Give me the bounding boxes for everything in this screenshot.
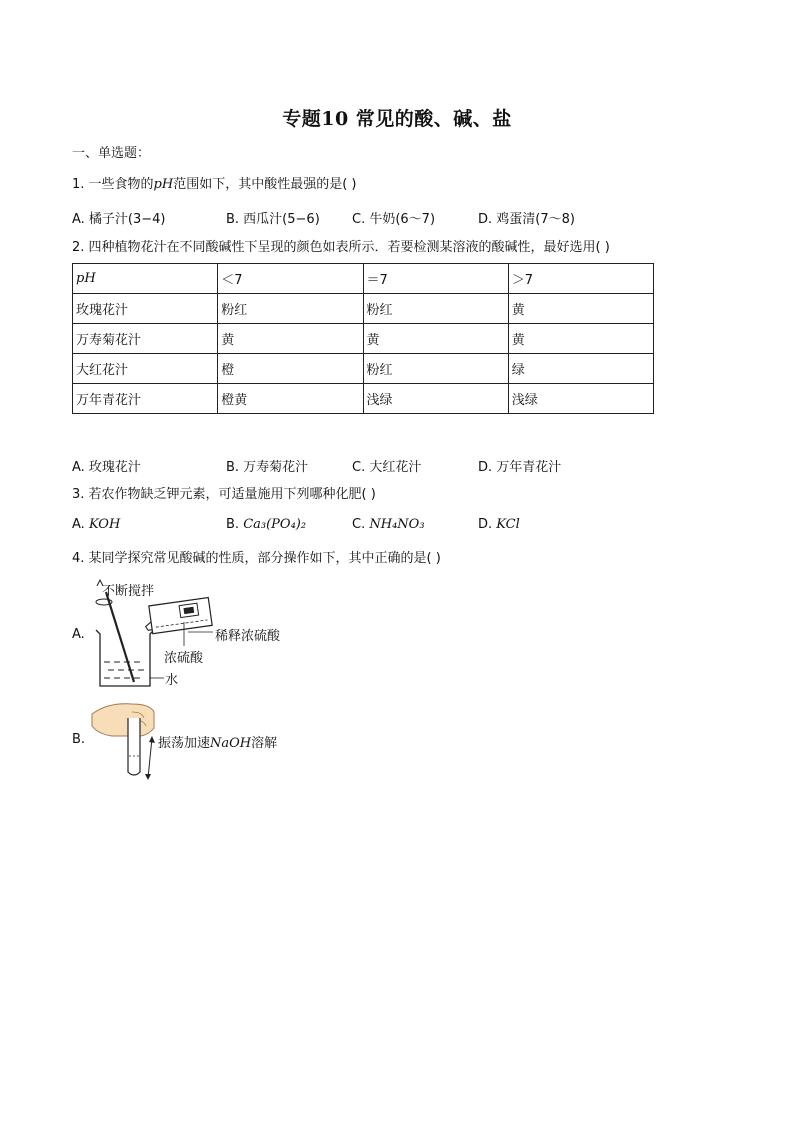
table-row bbox=[73, 294, 654, 324]
label-acid: 浓硫酸 bbox=[164, 651, 204, 666]
q3-option-a: A. KOH bbox=[72, 517, 121, 532]
table-cell: 大红花汁 bbox=[73, 354, 218, 384]
table-cell: 粉红 bbox=[363, 354, 508, 384]
label-shake: 振荡加速NaOH溶解 bbox=[158, 736, 278, 751]
q4-stem: 4. 某同学探究常见酸碱的性质，部分操作如下，其中正确的是( ) bbox=[72, 551, 441, 566]
table-cell: 粉红 bbox=[363, 294, 508, 324]
table-cell: 浅绿 bbox=[363, 384, 508, 414]
table-row bbox=[73, 324, 654, 354]
q2-option-c: C. 大红花汁 bbox=[352, 460, 422, 475]
q3-option-b: B. Ca₃(PO₄)₂ bbox=[226, 517, 307, 532]
ph-color-table bbox=[72, 263, 654, 414]
page-title: 专题10 常见的酸、碱、盐 bbox=[282, 108, 512, 130]
table-cell: 万年青花汁 bbox=[73, 384, 218, 414]
q1-option-a: A. 橘子汁(3−4) bbox=[72, 212, 166, 227]
label-dilute: 稀释浓硫酸 bbox=[215, 629, 281, 644]
table-cell: 黄 bbox=[508, 294, 653, 324]
section-heading: 一、单选题： bbox=[72, 146, 151, 161]
table-cell: 橙 bbox=[218, 354, 363, 384]
q2-stem: 2. 四种植物花汁在不同酸碱性下呈现的颜色如表所示．若要检测某溶液的酸碱性，最好选用( ) bbox=[72, 240, 610, 255]
q1-stem: 1. 一些食物的pH范围如下，其中酸性最强的是( ) bbox=[72, 177, 357, 192]
table-cell: 万寿菊花汁 bbox=[73, 324, 218, 354]
q2-option-a: A. 玫瑰花汁 bbox=[72, 460, 141, 475]
table-cell: 浅绿 bbox=[508, 384, 653, 414]
table-cell: 黄 bbox=[508, 324, 653, 354]
q2-option-b: B. 万寿菊花汁 bbox=[226, 460, 309, 475]
q3-option-d: D. KCl bbox=[478, 517, 520, 532]
q3-stem: 3. 若农作物缺乏钾元素，可适量施用下列哪种化肥( ) bbox=[72, 487, 376, 502]
table-cell: 玫瑰花汁 bbox=[73, 294, 218, 324]
table-row bbox=[73, 354, 654, 384]
label-water: 水 bbox=[165, 673, 179, 688]
table-cell: 粉红 bbox=[218, 294, 363, 324]
q1-option-d: D. 鸡蛋清(7～8) bbox=[478, 212, 575, 227]
table-cell: pH bbox=[73, 264, 218, 294]
shaking-test-tube-diagram bbox=[88, 698, 168, 782]
table-cell: 橙黄 bbox=[218, 384, 363, 414]
q2-option-d: D. 万年青花汁 bbox=[478, 460, 562, 475]
q4-option-a-letter: A. bbox=[72, 627, 85, 642]
q4-option-b-letter: B. bbox=[72, 732, 86, 747]
table-cell: ＜7 bbox=[218, 264, 363, 294]
table-cell: ＞7 bbox=[508, 264, 653, 294]
q3-option-c: C. NH₄NO₃ bbox=[352, 517, 425, 532]
table-header-row bbox=[73, 264, 654, 294]
table-cell: ＝7 bbox=[363, 264, 508, 294]
table-cell: 黄 bbox=[363, 324, 508, 354]
table-row bbox=[73, 384, 654, 414]
q1-option-b: B. 西瓜汁(5−6) bbox=[226, 212, 320, 227]
label-stir: 不断搅拌 bbox=[102, 584, 155, 599]
table-cell: 黄 bbox=[218, 324, 363, 354]
q1-option-c: C. 牛奶(6～7) bbox=[352, 212, 436, 227]
table-cell: 绿 bbox=[508, 354, 653, 384]
